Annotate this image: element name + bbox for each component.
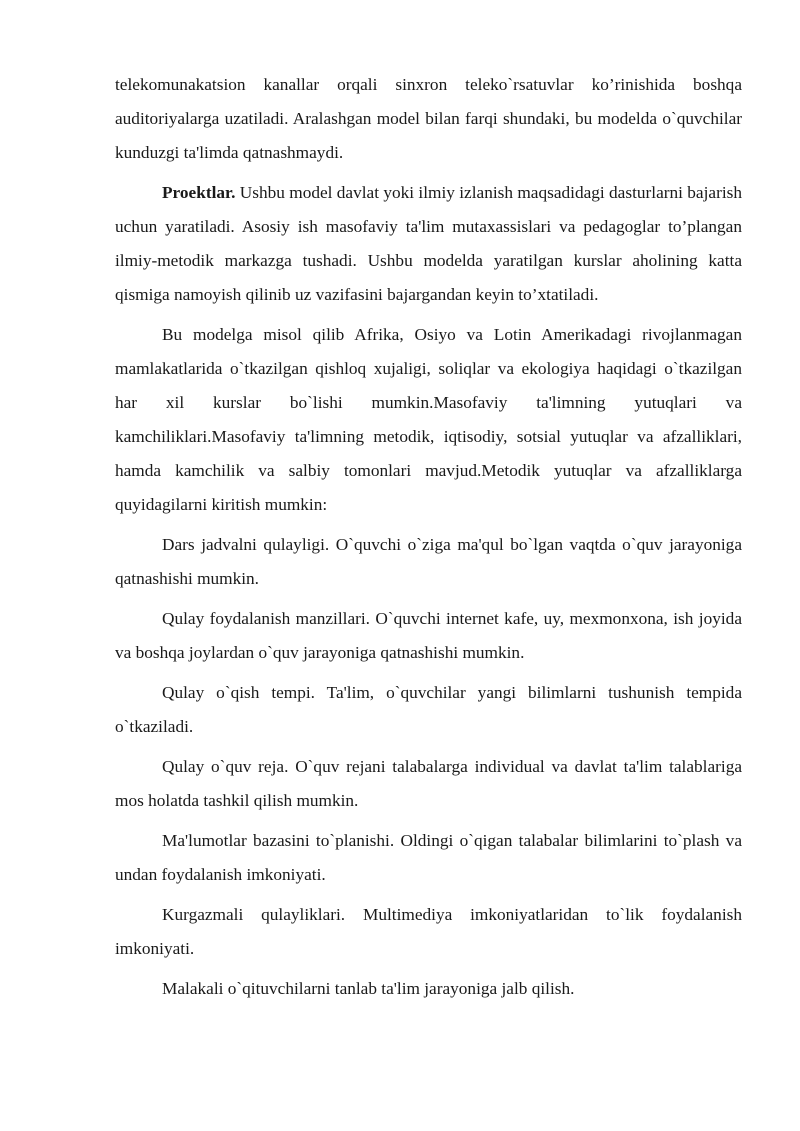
paragraph-plan <box>115 750 742 818</box>
paragraph-heading: Proektlar. <box>162 183 236 202</box>
paragraph-text: telekomunakatsion kanallar orqali sinxron teleko`rsatuvlar ko’rinishida boshqa auditoriyalarga uzatiladi. Aralashgan model bilan farqi shundaki, bu modelda o`quvchilar kunduzgi ta'limda qatnashmaydi. <box>115 75 742 162</box>
document-page <box>115 68 742 1012</box>
paragraph-text: Ma'lumotlar bazasini to`planishi. Oldingi o`qigan talabalar bilimlarini to`plash va undan foydalanish imkoniyati. <box>115 831 742 884</box>
paragraph-text: Ushbu model davlat yoki ilmiy izlanish maqsadidagi dasturlarni bajarish uchun yaratiladi. Asosiy ish masofaviy ta'lim mutaxassislari va pedagoglar to’plangan ilmiy-metodik markazga tushadi. Ushbu modelda yaratilgan kurslar aholining katta qismiga namoyish qilinib uz vazifasini bajargandan keyin to’xtatiladi. <box>115 183 742 304</box>
paragraph-text: Qulay o`qish tempi. Ta'lim, o`quvchilar yangi bilimlarni tushunish tempida o`tkaziladi. <box>115 683 742 736</box>
paragraph-example <box>115 318 742 522</box>
paragraph-text: Qulay o`quv reja. O`quv rejani talabalarga individual va davlat ta'lim talablariga mos holatda tashkil qilish mumkin. <box>115 757 742 810</box>
paragraph-text: Bu modelga misol qilib Afrika, Osiyo va Lotin Amerikadagi rivojlanmagan mamlakatlarida o`tkazilgan qishloq xujaligi, soliqlar va ekologiya haqidagi o`tkazilgan har xil kurslar bo`lishi mumkin.Masofaviy ta'limning yutuqlari va kamchiliklari.Masofaviy ta'limning metodik, iqtisodiy, sotsial yutuqlar va afzalliklari, hamda kamchilik va salbiy tomonlari mavjud.Metodik yutuqlar va afzalliklarga quyidagilarni kiritish mumkin: <box>115 325 742 514</box>
paragraph-continuation <box>115 68 742 170</box>
paragraph-text: Qulay foydalanish manzillari. O`quvchi internet kafe, uy, mexmonxona, ish joyida va boshqa joylardan o`quv jarayoniga qatnashishi mumkin. <box>115 609 742 662</box>
paragraph-schedule <box>115 528 742 596</box>
paragraph-proektlar <box>115 176 742 312</box>
paragraph-text: Dars jadvalni qulayligi. O`quvchi o`ziga ma'qul bo`lgan vaqtda o`quv jarayoniga qatnashishi mumkin. <box>115 535 742 588</box>
paragraph-tempo <box>115 676 742 744</box>
paragraph-multimedia <box>115 898 742 966</box>
paragraph-location <box>115 602 742 670</box>
paragraph-text: Malakali o`qituvchilarni tanlab ta'lim jarayoniga jalb qilish. <box>162 979 575 998</box>
paragraph-teachers <box>115 972 742 1006</box>
paragraph-text: Kurgazmali qulayliklari. Multimediya imkoniyatlaridan to`lik foydalanish imkoniyati. <box>115 905 742 958</box>
paragraph-database <box>115 824 742 892</box>
